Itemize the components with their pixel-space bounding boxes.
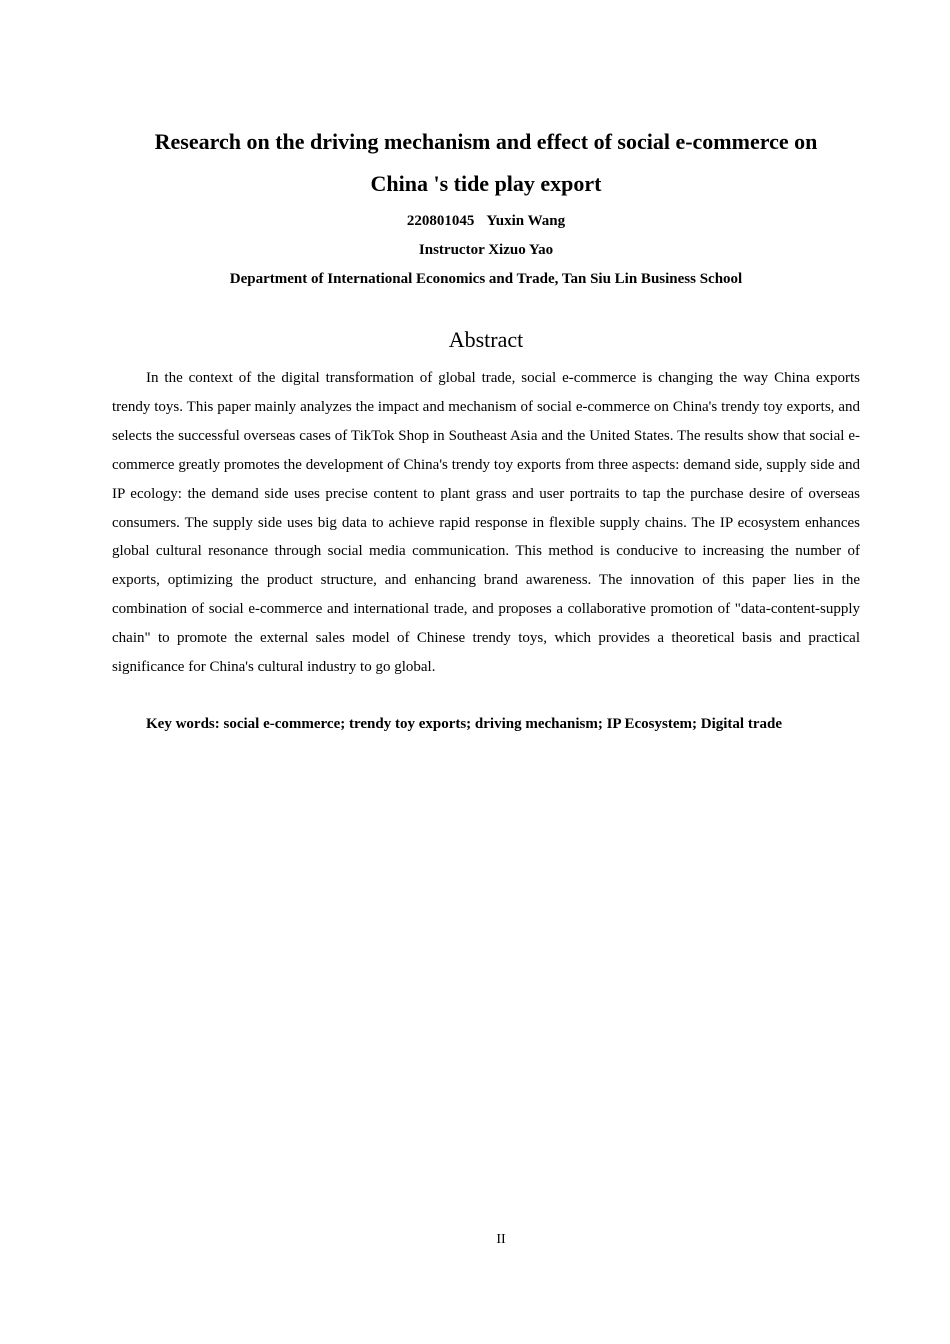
paper-title-line-2: China 's tide play export <box>370 171 602 196</box>
keywords-line: Key words: social e-commerce; trendy toy exports; driving mechanism; IP Ecosystem; Digital trade <box>146 716 782 732</box>
department-line: Department of International Economics and Trade, Tan Siu Lin Business School <box>229 271 743 287</box>
abstract-heading: Abstract <box>448 327 524 352</box>
paper-title-line-1: Research on the driving mechanism and effect of social e-commerce on <box>154 129 818 154</box>
instructor-line: Instructor Xizuo Yao <box>418 242 554 258</box>
author-line <box>112 211 860 231</box>
page-number: II <box>496 1232 506 1247</box>
abstract-body: In the context of the digital transformation of global trade, social e-commerce is changing the way China exports trendy toys. This paper mainly analyzes the impact and mechanism of social e-commerce on China's trendy toy exports, and selects the successful overseas cases of TikTok Shop in Southeast Asia and the United States. The results show that social e-commerce greatly promotes the development of China's trendy toy exports from three aspects: demand side, supply side and IP ecology: the demand side uses precise content to plant grass and user portraits to tap the purchase desire of overseas consumers. The supply side uses big data to achieve rapid response in flexible supply chains. The IP ecosystem enhances global cultural resonance through social media communication. This method is conducive to increasing the number of exports, optimizing the product structure, and enhancing brand awareness. The innovation of this paper lies in the combination of social e-commerce and international trade, and proposes a collaborative promotion of "data-content-supply chain" to promote the external sales model of Chinese trendy toys, which provides a theoretical basis and practical significance for China's cultural industry to go global. <box>112 370 860 676</box>
author-name: Yuxin Wang <box>486 213 566 229</box>
student-id: 220801045 <box>406 213 475 229</box>
